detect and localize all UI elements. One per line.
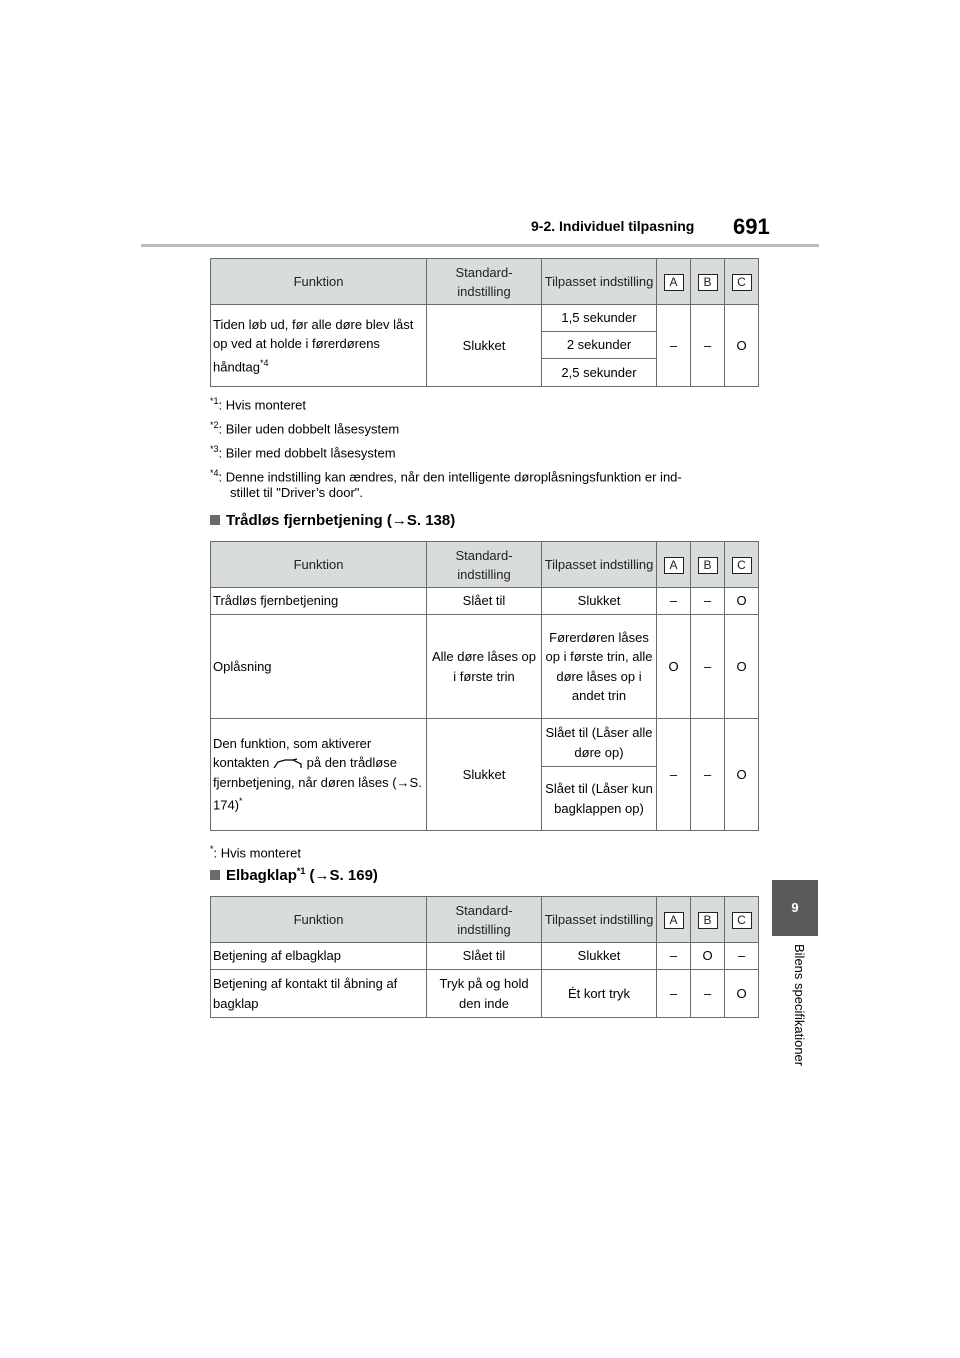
col-c	[725, 542, 759, 588]
footnote-text: : Biler med dobbelt låsesystem	[218, 445, 396, 461]
col-standard: Standard-indstilling	[427, 542, 542, 588]
footnote-mark: *1	[210, 396, 219, 406]
custom-cell: Førerdøren låses op i første trin, alle døre låses op i andet trin	[542, 615, 657, 719]
c-cell: –	[725, 943, 759, 970]
b-cell: O	[691, 943, 725, 970]
col-b-label: B	[698, 912, 718, 929]
function-cell: Betjening af elbagklap	[211, 943, 427, 970]
footnote	[210, 465, 750, 501]
arrow-icon: →	[391, 512, 407, 529]
function-text: Tiden løb ud, før alle døre blev låst op ved at holde i førerdørens håndtag	[213, 316, 414, 374]
arrow-icon: →	[396, 774, 410, 790]
col-b	[691, 542, 725, 588]
function-cell: Oplåsning	[211, 615, 427, 719]
section-heading	[210, 512, 455, 529]
a-cell: –	[657, 970, 691, 1018]
settings-table-3	[210, 896, 759, 1018]
col-custom: Tilpasset indstilling	[542, 259, 657, 305]
col-a	[657, 897, 691, 943]
footnote	[210, 441, 396, 461]
square-bullet-icon	[210, 515, 220, 525]
c-cell: O	[725, 615, 759, 719]
footnote	[210, 417, 399, 437]
custom-cell: 2,5 sekunder	[542, 359, 657, 387]
function-sup: *	[239, 796, 243, 807]
footnote-mark: *2	[210, 420, 219, 430]
c-cell: O	[725, 719, 759, 831]
col-c-label: C	[732, 912, 752, 929]
c-cell: O	[725, 970, 759, 1018]
standard-cell: Tryk på og hold den inde	[427, 970, 542, 1018]
function-sup: *4	[260, 357, 269, 368]
col-c-label: C	[732, 274, 752, 291]
function-cell: Betjening af kontakt til åbning af bagklap	[211, 970, 427, 1018]
footnote	[210, 841, 301, 861]
col-a	[657, 542, 691, 588]
table-header-row	[211, 542, 759, 588]
standard-cell: Slået til	[427, 588, 542, 615]
table-row	[211, 943, 759, 970]
table-row	[211, 588, 759, 615]
table-row	[211, 970, 759, 1018]
footnote-text: : Hvis monteret	[213, 845, 301, 861]
footnote-mark: *	[210, 844, 214, 854]
col-function: Funktion	[211, 259, 427, 305]
vehicle-tailgate-icon	[273, 758, 303, 770]
custom-cell: 2 sekunder	[542, 332, 657, 359]
custom-cell: Slukket	[542, 588, 657, 615]
b-cell: –	[691, 970, 725, 1018]
col-c	[725, 259, 759, 305]
table-row	[211, 305, 759, 332]
standard-cell: Slukket	[427, 719, 542, 831]
footnote-text: : Biler uden dobbelt låsesystem	[218, 421, 400, 437]
footnote-text: : Hvis monteret	[218, 397, 306, 413]
function-cell	[211, 305, 427, 387]
section-paren: (	[305, 867, 315, 884]
custom-cell: Ét kort tryk	[542, 970, 657, 1018]
a-cell: –	[657, 943, 691, 970]
footnote-mark: *3	[210, 444, 219, 454]
section-title: 9-2. Individuel tilpasning	[531, 218, 695, 234]
section-ref[interactable]: S. 138)	[406, 512, 456, 529]
section-title-text: Elbagklap	[226, 867, 297, 884]
col-a-label: A	[664, 274, 684, 291]
arrow-icon: →	[314, 867, 330, 884]
page-number: 691	[733, 214, 770, 239]
a-cell: –	[657, 719, 691, 831]
custom-cell: 1,5 sekunder	[542, 305, 657, 332]
footnote-text-cont: stillet til "Driver’s door".	[230, 485, 364, 501]
col-standard: Standard-indstilling	[427, 897, 542, 943]
b-cell: –	[691, 588, 725, 615]
function-text: Den funktion, som aktiverer kontakten	[213, 735, 372, 771]
col-standard: Standard-indstilling	[427, 259, 542, 305]
custom-cell: Slået til (Låser alle døre op)	[542, 719, 657, 767]
b-cell: –	[691, 305, 725, 387]
b-cell: –	[691, 615, 725, 719]
col-b	[691, 259, 725, 305]
col-a-label: A	[664, 557, 684, 574]
standard-cell: Slukket	[427, 305, 542, 387]
square-bullet-icon	[210, 870, 220, 880]
section-ref[interactable]: S. 169)	[329, 867, 378, 884]
col-custom: Tilpasset indstilling	[542, 542, 657, 588]
custom-cell: Slukket	[542, 943, 657, 970]
c-cell: O	[725, 305, 759, 387]
settings-table-1	[210, 258, 759, 387]
function-ref[interactable]: S. 174)	[213, 774, 422, 813]
b-cell: –	[691, 719, 725, 831]
c-cell: O	[725, 588, 759, 615]
section-title-text: Trådløs fjernbetjening (	[226, 512, 392, 529]
header-rule	[141, 244, 819, 247]
col-c	[725, 897, 759, 943]
footnote-text: : Denne indstilling kan ændres, når den intelligente døroplåsningsfunktion er ind-	[218, 469, 682, 485]
a-cell: O	[657, 615, 691, 719]
footnote-mark: *4	[210, 468, 219, 478]
col-b-label: B	[698, 274, 718, 291]
settings-table-2	[210, 541, 759, 831]
col-function: Funktion	[211, 542, 427, 588]
col-function: Funktion	[211, 897, 427, 943]
chapter-label: Bilens specifikationer	[792, 944, 807, 1067]
col-a	[657, 259, 691, 305]
col-custom: Tilpasset indstilling	[542, 897, 657, 943]
col-b-label: B	[698, 557, 718, 574]
standard-cell: Alle døre låses op i første trin	[427, 615, 542, 719]
function-cell	[211, 719, 427, 831]
custom-cell: Slået til (Låser kun bagklappen op)	[542, 767, 657, 831]
table-header-row	[211, 259, 759, 305]
col-b	[691, 897, 725, 943]
table-header-row	[211, 897, 759, 943]
a-cell: –	[657, 305, 691, 387]
section-heading	[210, 866, 378, 884]
function-cell: Trådløs fjernbetjening	[211, 588, 427, 615]
footnote	[210, 393, 306, 413]
a-cell: –	[657, 588, 691, 615]
section-sup: *1	[296, 866, 306, 876]
table-row	[211, 719, 759, 767]
table-row	[211, 615, 759, 719]
col-c-label: C	[732, 557, 752, 574]
chapter-tab: 9	[772, 880, 818, 936]
standard-cell: Slået til	[427, 943, 542, 970]
col-a-label: A	[664, 912, 684, 929]
function-text: på den trådløse fjernbetjening, når døren låses (	[213, 755, 397, 790]
